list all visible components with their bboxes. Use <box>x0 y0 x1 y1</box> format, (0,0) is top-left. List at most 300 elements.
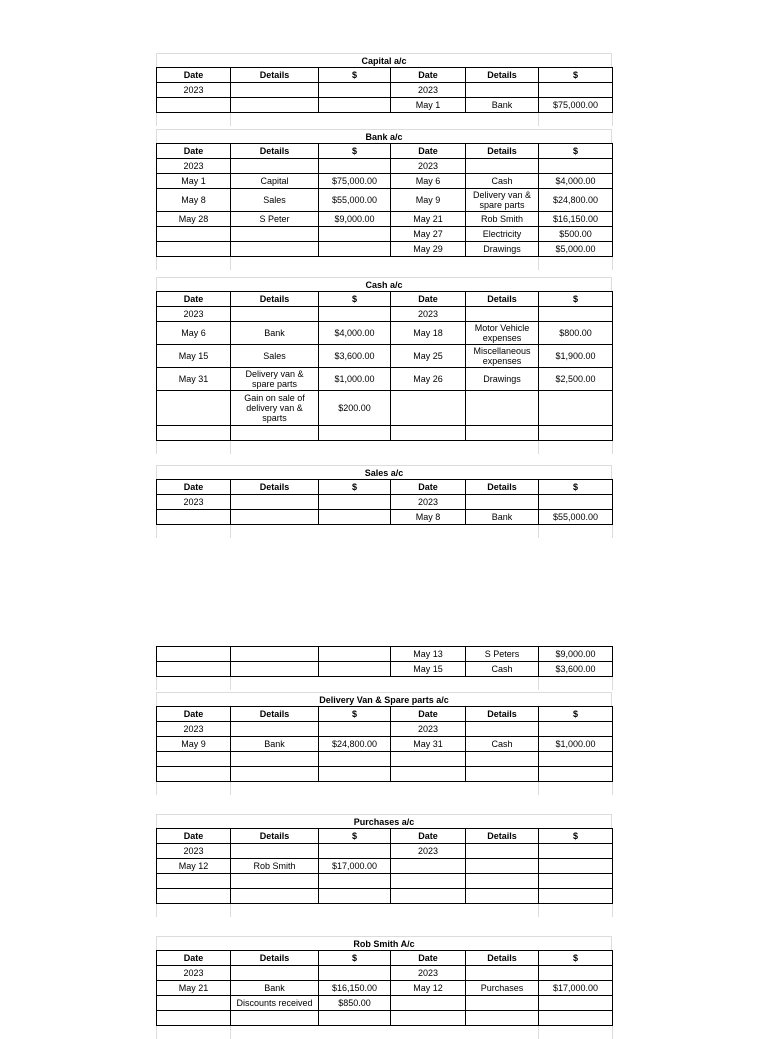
column-header: Details <box>466 144 539 159</box>
spacer-cell <box>319 904 391 918</box>
table-row <box>157 752 613 767</box>
details-cell: Discounts received <box>231 996 319 1011</box>
amount-cell: $850.00 <box>319 996 391 1011</box>
details-cell: Bank <box>466 98 539 113</box>
date-cell: May 27 <box>391 227 466 242</box>
table-row <box>157 495 613 510</box>
table-row <box>157 242 613 257</box>
date-cell: May 21 <box>157 981 231 996</box>
amount-cell: $16,150.00 <box>539 212 613 227</box>
details-cell <box>466 307 539 322</box>
details-cell <box>231 844 319 859</box>
date-cell: May 15 <box>391 662 466 677</box>
table-row <box>157 83 613 98</box>
date-cell <box>157 662 231 677</box>
spacer-cell <box>539 113 613 127</box>
table-row <box>157 368 613 391</box>
table-row <box>157 874 613 889</box>
sales-account-continued <box>156 646 612 690</box>
details-cell: S Peter <box>231 212 319 227</box>
amount-cell <box>539 159 613 174</box>
details-cell <box>466 159 539 174</box>
amount-cell: $75,000.00 <box>319 174 391 189</box>
spacer-row <box>157 113 613 127</box>
amount-cell: $24,800.00 <box>539 189 613 212</box>
details-cell <box>231 662 319 677</box>
details-cell: Cash <box>466 737 539 752</box>
table-row <box>157 1011 613 1026</box>
spacer-cell <box>539 904 613 918</box>
spacer-cell <box>391 257 466 271</box>
amount-cell <box>319 426 391 441</box>
amount-cell: $16,150.00 <box>319 981 391 996</box>
details-cell: Capital <box>231 174 319 189</box>
date-cell: May 29 <box>391 242 466 257</box>
spacer-cell <box>391 677 466 691</box>
spacer-cell <box>539 525 613 539</box>
column-header: Details <box>466 292 539 307</box>
date-cell: 2023 <box>157 966 231 981</box>
date-cell: May 15 <box>157 345 231 368</box>
column-header: Date <box>157 144 231 159</box>
date-cell <box>157 242 231 257</box>
amount-cell <box>319 307 391 322</box>
details-cell: Drawings <box>466 242 539 257</box>
date-cell: 2023 <box>391 966 466 981</box>
date-cell: May 6 <box>391 174 466 189</box>
column-header: Date <box>391 707 466 722</box>
column-header: $ <box>539 829 613 844</box>
rob-smith-table <box>156 950 613 1039</box>
date-cell: 2023 <box>391 495 466 510</box>
spacer-cell <box>391 782 466 796</box>
table-row <box>157 322 613 345</box>
purchases-table <box>156 828 613 917</box>
amount-cell: $4,000.00 <box>319 322 391 345</box>
table-row <box>157 98 613 113</box>
details-cell: Electricity <box>466 227 539 242</box>
spacer-row <box>157 782 613 796</box>
column-header: Details <box>466 829 539 844</box>
column-header: $ <box>539 951 613 966</box>
amount-cell <box>319 242 391 257</box>
amount-cell <box>539 996 613 1011</box>
amount-cell <box>319 966 391 981</box>
capital-account <box>156 53 612 126</box>
delivery-van-account-title: Delivery Van & Spare parts a/c <box>156 692 612 706</box>
rob-smith-account-title: Rob Smith A/c <box>156 936 612 950</box>
column-header: Date <box>391 480 466 495</box>
date-cell: May 9 <box>157 737 231 752</box>
sales-account <box>156 465 612 538</box>
amount-cell: $3,600.00 <box>539 662 613 677</box>
amount-cell <box>539 83 613 98</box>
bank-account <box>156 129 612 270</box>
date-cell <box>157 98 231 113</box>
spacer-cell <box>157 1026 231 1039</box>
details-cell <box>466 889 539 904</box>
details-cell: Purchases <box>466 981 539 996</box>
column-header: Date <box>391 292 466 307</box>
date-cell <box>391 874 466 889</box>
spacer-row <box>157 1026 613 1039</box>
amount-cell: $24,800.00 <box>319 737 391 752</box>
table-row <box>157 889 613 904</box>
amount-cell <box>539 752 613 767</box>
cash-table <box>156 291 613 454</box>
details-cell <box>466 859 539 874</box>
spacer-cell <box>319 782 391 796</box>
capital-table <box>156 67 613 126</box>
column-header: Date <box>391 829 466 844</box>
details-cell <box>466 1011 539 1026</box>
spacer-cell <box>466 257 539 271</box>
spacer-cell <box>319 113 391 127</box>
column-header: Details <box>466 951 539 966</box>
details-cell: S Peters <box>466 647 539 662</box>
amount-cell <box>319 510 391 525</box>
column-header: Details <box>231 707 319 722</box>
column-header: $ <box>539 292 613 307</box>
details-cell <box>466 495 539 510</box>
date-cell <box>391 996 466 1011</box>
date-cell: 2023 <box>391 722 466 737</box>
date-cell: May 9 <box>391 189 466 212</box>
amount-cell <box>319 874 391 889</box>
column-header: Details <box>231 292 319 307</box>
table-row <box>157 189 613 212</box>
column-header: Date <box>157 707 231 722</box>
spacer-cell <box>539 677 613 691</box>
column-header: Details <box>231 480 319 495</box>
spacer-cell <box>539 257 613 271</box>
spacer-cell <box>466 113 539 127</box>
bank-account-title: Bank a/c <box>156 129 612 143</box>
spacer-cell <box>157 441 231 455</box>
details-cell <box>231 767 319 782</box>
amount-cell <box>319 159 391 174</box>
column-header: $ <box>319 480 391 495</box>
amount-cell <box>539 889 613 904</box>
amount-cell <box>319 844 391 859</box>
amount-cell: $4,000.00 <box>539 174 613 189</box>
amount-cell <box>319 227 391 242</box>
date-cell: May 31 <box>157 368 231 391</box>
amount-cell: $75,000.00 <box>539 98 613 113</box>
details-cell <box>231 83 319 98</box>
header-row <box>157 707 613 722</box>
details-cell: Motor Vehicle expenses <box>466 322 539 345</box>
delivery-van-table <box>156 706 613 795</box>
amount-cell <box>319 722 391 737</box>
header-row <box>157 68 613 83</box>
spacer-row <box>157 525 613 539</box>
date-cell: May 13 <box>391 647 466 662</box>
table-row <box>157 767 613 782</box>
sales-table <box>156 479 613 538</box>
details-cell <box>231 1011 319 1026</box>
amount-cell <box>539 874 613 889</box>
table-row <box>157 174 613 189</box>
cash-account <box>156 277 612 454</box>
spacer-cell <box>231 1026 319 1039</box>
table-row <box>157 981 613 996</box>
column-header: $ <box>539 707 613 722</box>
spacer-cell <box>466 677 539 691</box>
date-cell: 2023 <box>157 83 231 98</box>
amount-cell: $1,000.00 <box>539 737 613 752</box>
details-cell <box>231 227 319 242</box>
column-header: Details <box>231 68 319 83</box>
spacer-cell <box>466 782 539 796</box>
amount-cell <box>319 662 391 677</box>
spacer-cell <box>391 904 466 918</box>
amount-cell <box>539 966 613 981</box>
details-cell: Delivery van & spare parts <box>231 368 319 391</box>
details-cell <box>466 722 539 737</box>
amount-cell <box>539 767 613 782</box>
column-header: Date <box>157 68 231 83</box>
amount-cell <box>539 391 613 426</box>
amount-cell <box>319 98 391 113</box>
details-cell <box>231 752 319 767</box>
spacer-cell <box>466 904 539 918</box>
details-cell: Rob Smith <box>231 859 319 874</box>
date-cell <box>391 859 466 874</box>
details-cell <box>231 159 319 174</box>
details-cell: Bank <box>231 981 319 996</box>
table-row <box>157 426 613 441</box>
details-cell: Delivery van & spare parts <box>466 189 539 212</box>
column-header: Details <box>231 829 319 844</box>
column-header: Details <box>466 480 539 495</box>
date-cell: May 12 <box>157 859 231 874</box>
spacer-cell <box>231 525 319 539</box>
column-header: $ <box>539 480 613 495</box>
table-row <box>157 662 613 677</box>
date-cell: May 31 <box>391 737 466 752</box>
column-header: $ <box>319 829 391 844</box>
details-cell: Sales <box>231 345 319 368</box>
spacer-cell <box>391 1026 466 1039</box>
date-cell <box>157 510 231 525</box>
amount-cell <box>319 752 391 767</box>
date-cell: May 21 <box>391 212 466 227</box>
table-row <box>157 307 613 322</box>
details-cell <box>231 495 319 510</box>
purchases-account <box>156 814 612 917</box>
date-cell: 2023 <box>391 307 466 322</box>
details-cell <box>466 83 539 98</box>
table-row <box>157 737 613 752</box>
date-cell <box>157 889 231 904</box>
sales-account-title: Sales a/c <box>156 465 612 479</box>
column-header: Date <box>157 951 231 966</box>
column-header: Details <box>466 707 539 722</box>
spacer-cell <box>157 113 231 127</box>
date-cell: 2023 <box>157 844 231 859</box>
spacer-cell <box>391 113 466 127</box>
table-row <box>157 510 613 525</box>
date-cell: May 28 <box>157 212 231 227</box>
spacer-row <box>157 441 613 455</box>
amount-cell: $9,000.00 <box>539 647 613 662</box>
amount-cell: $55,000.00 <box>319 189 391 212</box>
details-cell <box>466 391 539 426</box>
amount-cell <box>539 1011 613 1026</box>
column-header: Date <box>157 829 231 844</box>
date-cell: May 1 <box>157 174 231 189</box>
spacer-cell <box>231 257 319 271</box>
amount-cell: $55,000.00 <box>539 510 613 525</box>
amount-cell <box>539 495 613 510</box>
date-cell: 2023 <box>157 307 231 322</box>
date-cell: May 18 <box>391 322 466 345</box>
amount-cell <box>539 426 613 441</box>
table-row <box>157 647 613 662</box>
spacer-cell <box>466 441 539 455</box>
delivery-van-account <box>156 692 612 795</box>
spacer-cell <box>319 677 391 691</box>
column-header: Details <box>231 144 319 159</box>
bank-table <box>156 143 613 270</box>
table-row <box>157 722 613 737</box>
spacer-cell <box>157 782 231 796</box>
column-header: Date <box>157 292 231 307</box>
date-cell <box>157 1011 231 1026</box>
date-cell <box>157 752 231 767</box>
spacer-cell <box>231 441 319 455</box>
header-row <box>157 951 613 966</box>
date-cell <box>157 996 231 1011</box>
date-cell: May 26 <box>391 368 466 391</box>
details-cell: Rob Smith <box>466 212 539 227</box>
details-cell <box>466 426 539 441</box>
date-cell <box>157 426 231 441</box>
details-cell <box>466 996 539 1011</box>
details-cell: Drawings <box>466 368 539 391</box>
amount-cell <box>319 767 391 782</box>
amount-cell <box>319 83 391 98</box>
details-cell: Gain on sale of delivery van & sparts <box>231 391 319 426</box>
date-cell: 2023 <box>157 495 231 510</box>
spacer-cell <box>319 525 391 539</box>
amount-cell: $2,500.00 <box>539 368 613 391</box>
table-row <box>157 227 613 242</box>
amount-cell: $17,000.00 <box>319 859 391 874</box>
spacer-cell <box>391 525 466 539</box>
date-cell: May 1 <box>391 98 466 113</box>
column-header: $ <box>319 951 391 966</box>
details-cell: Bank <box>231 322 319 345</box>
column-header: $ <box>319 144 391 159</box>
table-row <box>157 966 613 981</box>
header-row <box>157 144 613 159</box>
spacer-cell <box>539 782 613 796</box>
column-header: Details <box>231 951 319 966</box>
amount-cell: $17,000.00 <box>539 981 613 996</box>
details-cell <box>466 752 539 767</box>
amount-cell: $1,000.00 <box>319 368 391 391</box>
amount-cell: $500.00 <box>539 227 613 242</box>
spacer-cell <box>231 782 319 796</box>
date-cell: 2023 <box>391 83 466 98</box>
details-cell <box>231 647 319 662</box>
details-cell: Sales <box>231 189 319 212</box>
spacer-cell <box>391 441 466 455</box>
header-row <box>157 292 613 307</box>
spacer-cell <box>231 677 319 691</box>
details-cell <box>231 966 319 981</box>
column-header: $ <box>539 144 613 159</box>
date-cell <box>391 752 466 767</box>
details-cell: Cash <box>466 662 539 677</box>
spacer-cell <box>539 441 613 455</box>
date-cell <box>391 391 466 426</box>
column-header: Details <box>466 68 539 83</box>
spacer-cell <box>319 441 391 455</box>
table-row <box>157 345 613 368</box>
column-header: $ <box>319 68 391 83</box>
date-cell: May 6 <box>157 322 231 345</box>
table-row <box>157 391 613 426</box>
amount-cell: $200.00 <box>319 391 391 426</box>
spacer-cell <box>466 525 539 539</box>
details-cell <box>466 966 539 981</box>
date-cell <box>157 647 231 662</box>
details-cell: Miscellaneous expenses <box>466 345 539 368</box>
spacer-row <box>157 677 613 691</box>
details-cell <box>466 767 539 782</box>
details-cell <box>231 722 319 737</box>
details-cell <box>231 889 319 904</box>
date-cell <box>391 426 466 441</box>
date-cell <box>391 1011 466 1026</box>
amount-cell: $3,600.00 <box>319 345 391 368</box>
purchases-account-title: Purchases a/c <box>156 814 612 828</box>
amount-cell <box>539 307 613 322</box>
spacer-cell <box>231 113 319 127</box>
spacer-row <box>157 257 613 271</box>
spacer-cell <box>466 1026 539 1039</box>
details-cell <box>231 874 319 889</box>
amount-cell <box>539 844 613 859</box>
spacer-cell <box>319 1026 391 1039</box>
date-cell <box>157 227 231 242</box>
date-cell: 2023 <box>157 159 231 174</box>
details-cell: Bank <box>231 737 319 752</box>
details-cell <box>231 426 319 441</box>
date-cell: May 8 <box>157 189 231 212</box>
date-cell: 2023 <box>391 844 466 859</box>
date-cell <box>391 767 466 782</box>
details-cell: Bank <box>466 510 539 525</box>
spacer-cell <box>157 677 231 691</box>
amount-cell <box>319 889 391 904</box>
date-cell: May 8 <box>391 510 466 525</box>
date-cell: May 12 <box>391 981 466 996</box>
amount-cell: $5,000.00 <box>539 242 613 257</box>
amount-cell <box>319 1011 391 1026</box>
amount-cell <box>539 859 613 874</box>
amount-cell: $800.00 <box>539 322 613 345</box>
details-cell <box>466 874 539 889</box>
column-header: $ <box>539 68 613 83</box>
date-cell <box>157 874 231 889</box>
date-cell: May 25 <box>391 345 466 368</box>
spacer-cell <box>231 904 319 918</box>
spacer-row <box>157 904 613 918</box>
